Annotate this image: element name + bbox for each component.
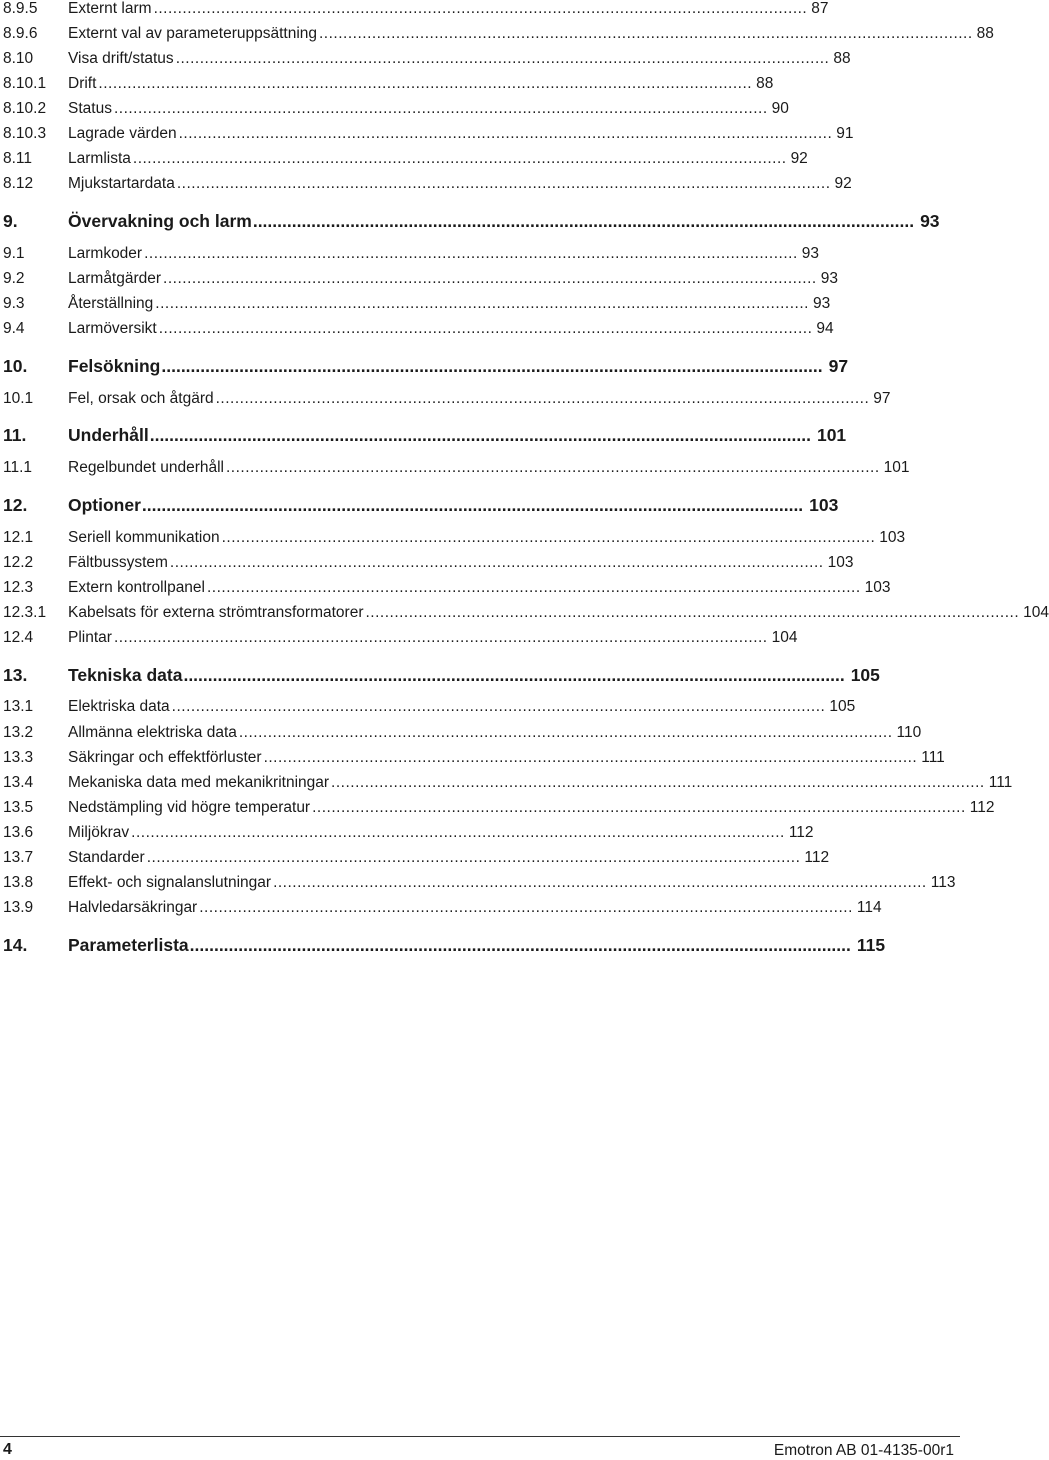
entry-page: 94	[816, 320, 834, 337]
entry-number: 8.9.6	[3, 25, 38, 42]
entry-number: 8.10	[3, 50, 34, 67]
dot-leader: ........................................................................................................................................	[153, 0, 808, 17]
dot-leader: ........................................................................................................................................	[207, 579, 861, 596]
entry-page: 90	[771, 100, 789, 117]
toc-entry[interactable]	[3, 749, 945, 767]
dot-leader: ........................................................................................................................................	[331, 774, 985, 791]
entry-title: Mekaniska data med mekanikritningar	[68, 774, 330, 791]
dot-leader: ........................................................................................................................................	[319, 25, 973, 42]
toc-entry[interactable]	[3, 75, 774, 93]
toc-entry[interactable]	[3, 175, 852, 193]
entry-title: Larmkoder	[68, 245, 143, 262]
entry-title: Extern kontrollpanel	[68, 579, 205, 596]
entry-title: Regelbundet underhåll	[68, 459, 224, 476]
toc-entry[interactable]	[3, 874, 956, 892]
entry-title: Drift	[68, 75, 97, 92]
toc-entry[interactable]	[3, 604, 1049, 622]
toc-chapter-entry[interactable]	[3, 425, 847, 445]
entry-title: Fältbussystem	[68, 554, 168, 571]
entry-page: 114	[856, 899, 882, 916]
entry-page: 93	[820, 270, 838, 287]
entry-number: 8.10.1	[3, 75, 47, 92]
chapter-title: Parameterlista	[68, 935, 189, 955]
footer-page-number: 4	[3, 1441, 12, 1458]
entry-page: 103	[879, 529, 906, 546]
entry-title: Elektriska data	[68, 698, 170, 715]
entry-title: Status	[68, 100, 112, 117]
entry-number: 13.4	[3, 774, 34, 791]
toc-entry[interactable]	[3, 459, 910, 477]
toc-entry[interactable]	[3, 270, 838, 288]
dot-leader: ........................................................................................................................................	[141, 495, 804, 515]
chapter-page: 103	[809, 495, 839, 515]
toc-chapter-entry[interactable]	[3, 356, 849, 376]
dot-leader: ........................................................................................................................................	[171, 698, 826, 715]
toc-chapter-entry[interactable]	[3, 935, 886, 955]
entry-page: 97	[873, 390, 891, 407]
entry-title: Mjukstartardata	[68, 175, 175, 192]
toc-entry[interactable]	[3, 529, 906, 547]
dot-leader: ........................................................................................................................................	[98, 75, 753, 92]
chapter-title: Underhåll	[68, 425, 149, 445]
entry-number: 13.9	[3, 899, 34, 916]
entry-title: Visa drift/status	[68, 50, 174, 67]
entry-number: 12.2	[3, 554, 34, 571]
chapter-page: 93	[920, 211, 940, 231]
toc-chapter-entry[interactable]	[3, 211, 940, 231]
entry-number: 13.5	[3, 799, 34, 816]
entry-page: 111	[921, 749, 945, 766]
dot-leader: ........................................................................................................................................	[113, 629, 768, 646]
dot-leader: ........................................................................................................................................	[132, 150, 787, 167]
entry-page: 88	[756, 75, 774, 92]
entry-title: Externt val av parameteruppsättning	[68, 25, 317, 42]
toc-entry[interactable]	[3, 25, 994, 43]
toc-entry[interactable]	[3, 245, 820, 263]
chapter-number: 12.	[3, 495, 28, 515]
toc-entry[interactable]	[3, 390, 891, 408]
entry-title: Larmåtgärder	[68, 270, 162, 287]
entry-number: 8.12	[3, 175, 34, 192]
dot-leader: ........................................................................................................................................	[252, 211, 915, 231]
entry-number: 13.2	[3, 724, 34, 741]
entry-page: 92	[834, 175, 852, 192]
dot-leader: ........................................................................................................................................	[131, 824, 785, 841]
dot-leader: ........................................................................................................................................	[149, 425, 811, 445]
entry-title: Larmöversikt	[68, 320, 157, 337]
dot-leader: ........................................................................................................................................	[163, 270, 817, 287]
entry-number: 12.3.1	[3, 604, 47, 621]
entry-number: 8.11	[3, 150, 33, 167]
dot-leader: ........................................................................................................................................	[155, 295, 809, 312]
entry-page: 113	[930, 874, 956, 891]
chapter-title: Tekniska data	[68, 665, 183, 685]
dot-leader: ........................................................................................................................................	[158, 320, 813, 337]
dot-leader: ........................................................................................................................................	[169, 554, 824, 571]
entry-page: 104	[771, 629, 798, 646]
entry-page: 105	[829, 698, 856, 715]
entry-page: 88	[833, 50, 851, 67]
toc-entry[interactable]	[3, 799, 995, 817]
entry-number: 12.3	[3, 579, 34, 596]
chapter-page: 101	[816, 425, 847, 445]
dot-leader: ........................................................................................................................................	[161, 356, 823, 376]
entry-title: Lagrade värden	[68, 125, 177, 142]
dot-leader: ........................................................................................................................................	[312, 799, 966, 816]
entry-title: Nedstämpling vid högre temperatur	[68, 799, 311, 816]
entry-title: Fel, orsak och åtgärd	[68, 390, 214, 407]
entry-page: 112	[804, 849, 830, 866]
entry-number: 9.3	[3, 295, 25, 312]
chapter-number: 9.	[3, 211, 18, 231]
dot-leader: ........................................................................................................................................	[113, 100, 768, 117]
toc-entry[interactable]	[3, 100, 789, 118]
dot-leader: ........................................................................................................................................	[175, 50, 830, 67]
dot-leader: ........................................................................................................................................	[215, 390, 870, 407]
toc-entry[interactable]	[3, 125, 854, 143]
entry-number: 9.2	[3, 270, 25, 287]
toc-chapter-entry[interactable]	[3, 665, 880, 685]
dot-leader: ........................................................................................................................................	[199, 899, 853, 916]
entry-page: 92	[790, 150, 808, 167]
toc-entry[interactable]	[3, 320, 834, 338]
entry-page: 112	[969, 799, 995, 816]
chapter-title: Övervakning och larm	[68, 211, 252, 231]
dot-leader: ........................................................................................................................................	[146, 849, 801, 866]
entry-number: 12.1	[3, 529, 34, 546]
entry-number: 10.1	[3, 390, 34, 407]
entry-number: 13.1	[3, 698, 34, 715]
entry-title: Återställning	[68, 295, 154, 312]
chapter-number: 10.	[3, 356, 28, 376]
dot-leader: ........................................................................................................................................	[183, 665, 845, 685]
footer-document-id: Emotron AB 01-4135-00r1	[773, 1442, 954, 1459]
dot-leader: ........................................................................................................................................	[178, 125, 833, 142]
toc-entry[interactable]	[3, 824, 814, 842]
entry-page: 111	[988, 774, 1013, 791]
entry-number: 13.3	[3, 749, 34, 766]
entry-title: Kabelsats för externa strömtransformatorer	[68, 604, 364, 621]
entry-title: Halvledarsäkringar	[68, 899, 198, 916]
toc-entry[interactable]	[3, 295, 831, 313]
entry-page: 103	[864, 579, 891, 596]
entry-number: 11.1	[3, 459, 33, 476]
entry-number: 13.8	[3, 874, 34, 891]
entry-title: Larmlista	[68, 150, 131, 167]
entry-number: 8.10.2	[3, 100, 47, 117]
entry-page: 93	[812, 295, 831, 312]
toc-entry[interactable]	[3, 554, 854, 572]
chapter-page: 115	[856, 935, 886, 955]
entry-number: 8.9.5	[3, 0, 38, 17]
toc-entry[interactable]	[3, 849, 830, 867]
entry-title: Externt larm	[68, 0, 152, 17]
entry-title: Effekt- och signalanslutningar	[68, 874, 272, 891]
chapter-page: 97	[828, 356, 849, 376]
toc-entry[interactable]	[3, 579, 891, 597]
chapter-number: 13.	[3, 665, 28, 685]
entry-page: 103	[827, 554, 854, 571]
dot-leader: ........................................................................................................................................	[189, 935, 851, 955]
entry-title: Plintar	[68, 629, 112, 646]
dot-leader: ........................................................................................................................................	[263, 749, 918, 766]
entry-page: 110	[896, 724, 922, 741]
entry-title: Standarder	[68, 849, 145, 866]
dot-leader: ........................................................................................................................................	[176, 175, 831, 192]
toc-entry[interactable]	[3, 698, 856, 716]
chapter-title: Optioner	[68, 495, 141, 515]
entry-page: 101	[883, 459, 910, 476]
chapter-page: 105	[850, 665, 880, 685]
entry-title: Miljökrav	[68, 824, 130, 841]
entry-title: Allmänna elektriska data	[68, 724, 237, 741]
toc-entry[interactable]	[3, 0, 829, 18]
chapter-number: 11.	[3, 425, 27, 445]
footer-divider	[0, 1436, 960, 1437]
chapter-number: 14.	[3, 935, 28, 955]
entry-number: 13.6	[3, 824, 34, 841]
toc-chapter-entry[interactable]	[3, 495, 839, 515]
entry-title: Säkringar och effektförluster	[68, 749, 262, 766]
entry-number: 13.7	[3, 849, 34, 866]
entry-number: 9.4	[3, 320, 25, 337]
dot-leader: ........................................................................................................................................	[225, 459, 880, 476]
toc-entry[interactable]	[3, 724, 922, 742]
toc-entry[interactable]	[3, 899, 882, 917]
entry-page: 91	[836, 125, 854, 142]
entry-number: 9.1	[3, 245, 25, 262]
dot-leader: ........................................................................................................................................	[273, 874, 927, 891]
entry-page: 104	[1023, 604, 1049, 621]
entry-title: Seriell kommunikation	[68, 529, 220, 546]
dot-leader: ........................................................................................................................................	[144, 245, 798, 262]
toc-entry[interactable]	[3, 150, 808, 168]
toc-entry[interactable]	[3, 629, 798, 647]
dot-leader: ........................................................................................................................................	[365, 604, 1020, 621]
entry-page: 88	[976, 25, 994, 42]
entry-page: 112	[788, 824, 814, 841]
toc-entry[interactable]	[3, 50, 851, 68]
entry-number: 12.4	[3, 629, 34, 646]
chapter-title: Felsökning	[68, 356, 161, 376]
toc-entry[interactable]	[3, 774, 1013, 792]
dot-leader: ........................................................................................................................................	[221, 529, 876, 546]
entry-page: 87	[811, 0, 829, 17]
entry-page: 93	[801, 245, 820, 262]
entry-number: 8.10.3	[3, 125, 47, 142]
dot-leader: ........................................................................................................................................	[238, 724, 893, 741]
